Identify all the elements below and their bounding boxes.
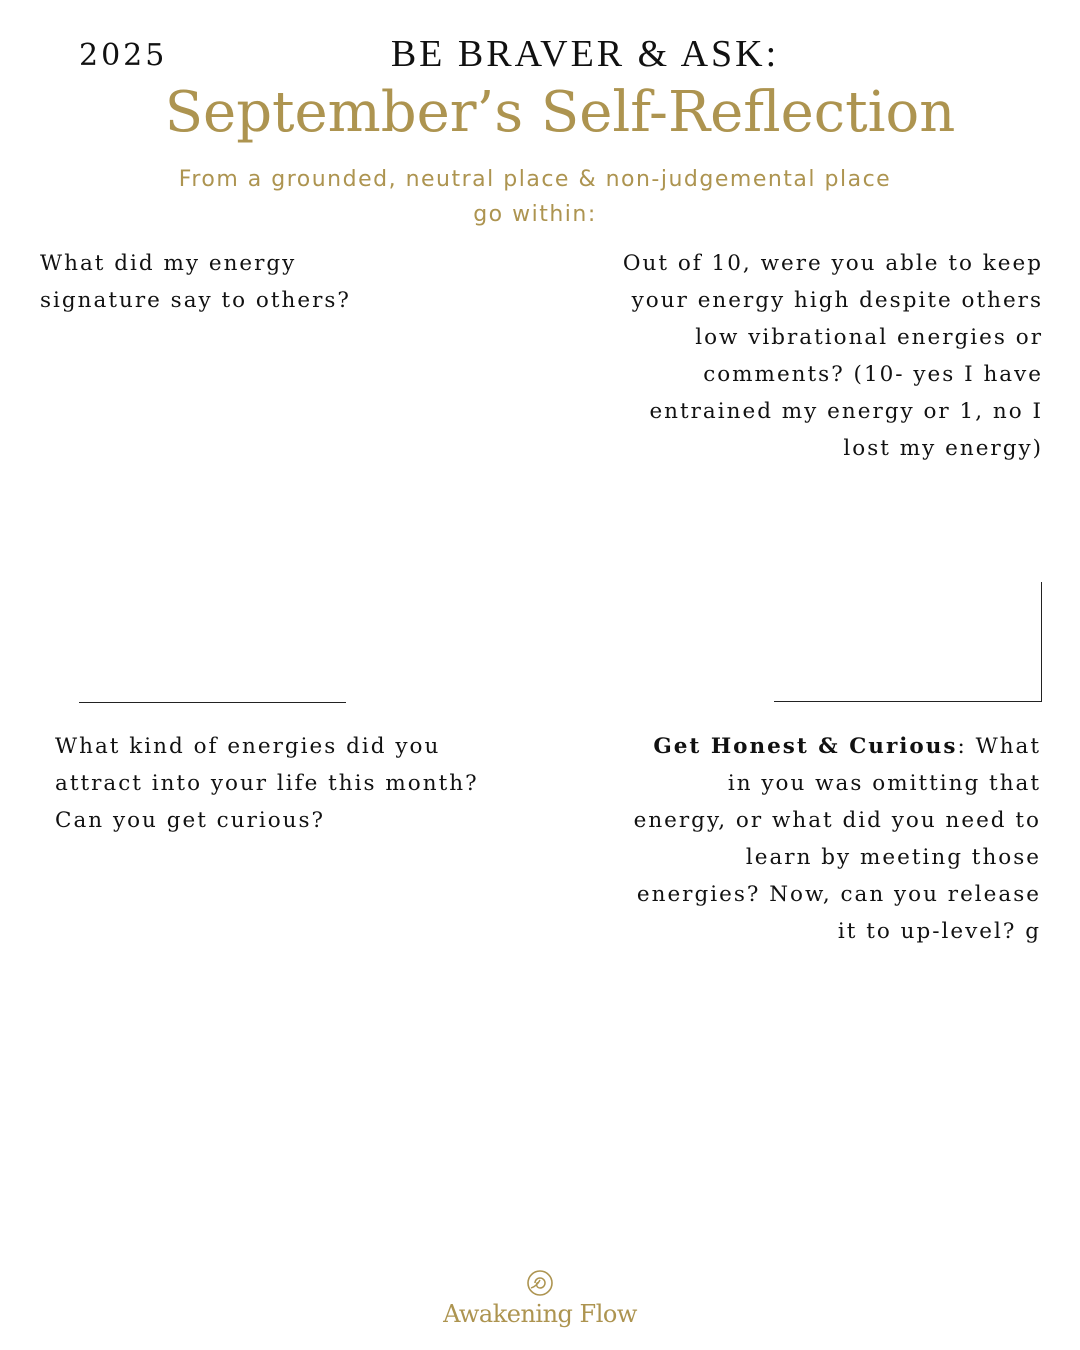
- question-attracted-energies: What kind of energies did you attract into your life this month? Can you get curious?: [55, 734, 479, 833]
- question-honest-curious-bold: Get Honest & Curious: [653, 734, 958, 759]
- question-energy-signature: What did my energy signature say to others?: [40, 251, 351, 313]
- subtitle-line-1: From a grounded, neutral place & non-judgemental place: [178, 167, 892, 192]
- divider-line-right: [774, 701, 1042, 702]
- spiral-icon: [525, 1268, 555, 1298]
- divider-line-vertical: [1041, 582, 1042, 702]
- question-honest-curious-text: : What in you was omitting that energy, or what did you need to learn by meeting those energies? Now, can you release it to up-level? g: [633, 734, 1041, 944]
- eyebrow-heading: BE BRAVER & ASK:: [390, 33, 780, 75]
- subtitle: [150, 162, 920, 232]
- brand-logo: [440, 1268, 640, 1328]
- divider-line-left: [79, 702, 346, 703]
- question-energy-rating: Out of 10, were you able to keep your energy high despite others low vibrational energies or comments? (10- yes I have entrained my energy or 1, no I lost my energy): [622, 251, 1043, 461]
- year-label: 2025: [79, 38, 168, 73]
- page-title: September’s Self-Reflection: [164, 80, 956, 145]
- question-honest-curious: [630, 728, 1041, 950]
- brand-name: Awakening Flow: [443, 1300, 637, 1328]
- subtitle-line-2: go within:: [473, 202, 597, 227]
